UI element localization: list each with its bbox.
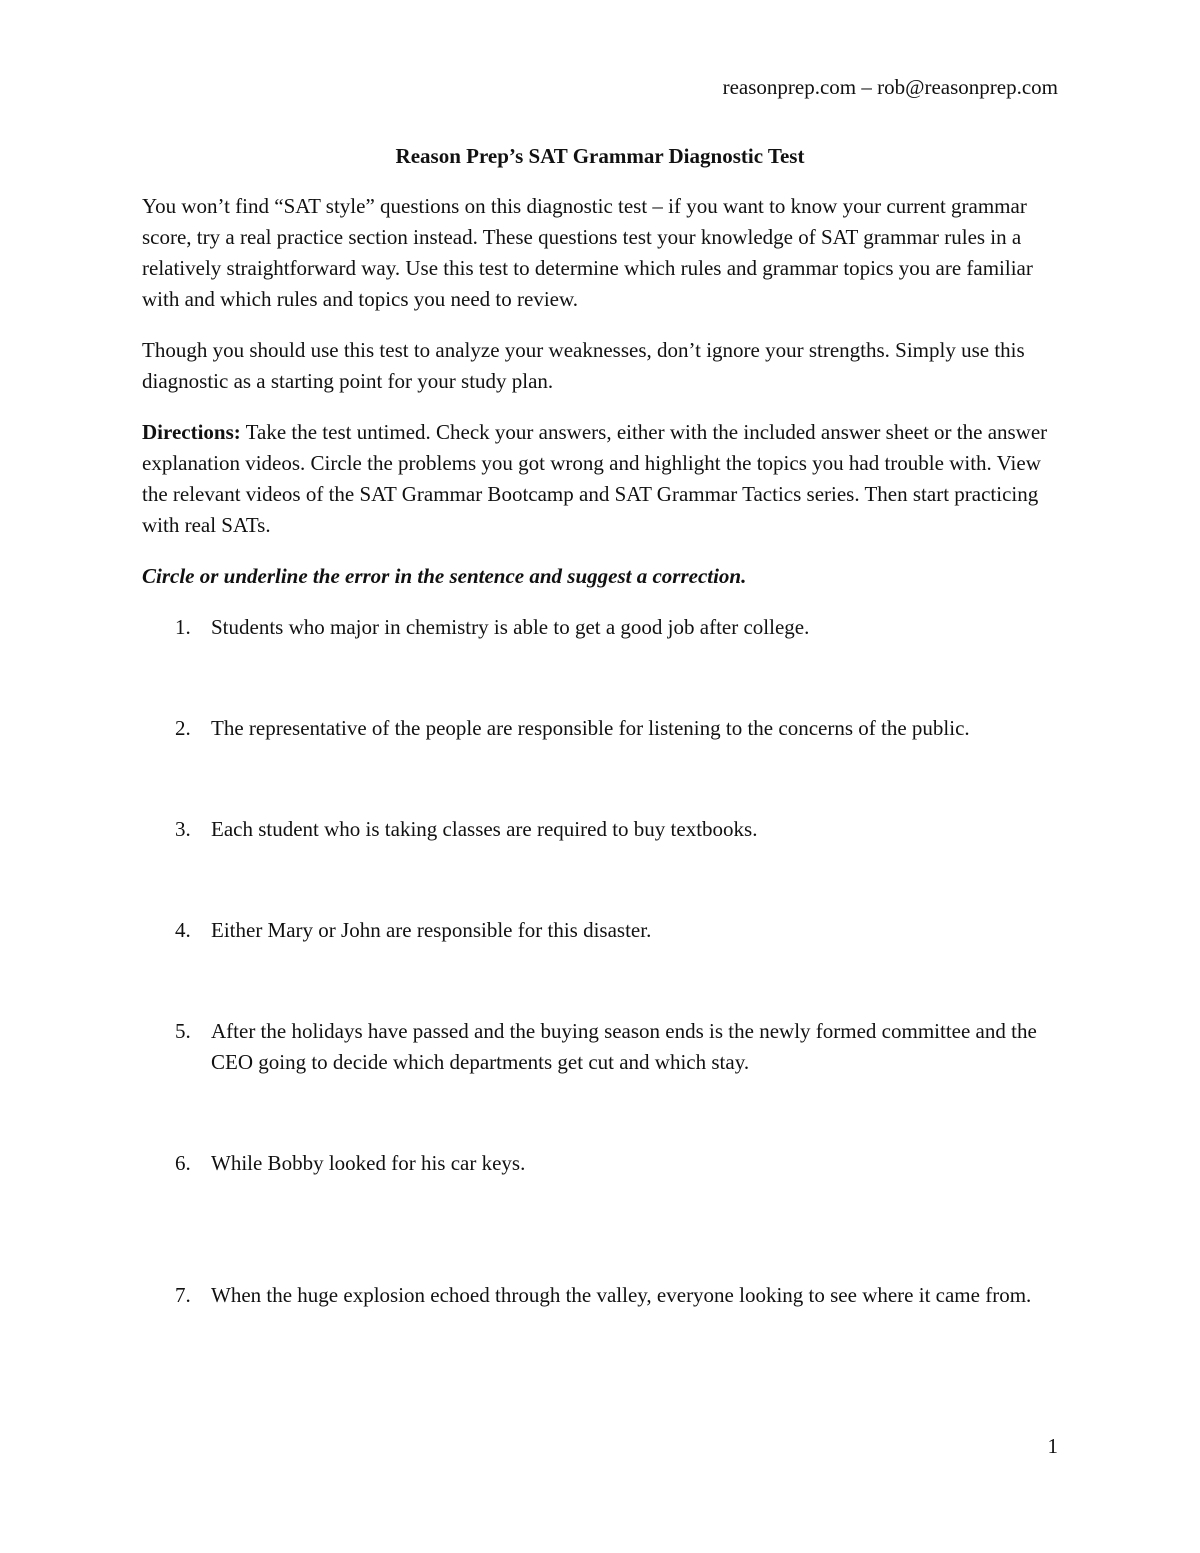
question-text: After the holidays have passed and the buying season ends is the newly formed committee and the CEO going to decide which departments get cut and which stay. [211, 1019, 1037, 1074]
question-number: 6. [175, 1151, 191, 1175]
question-item [142, 612, 1066, 643]
question-text: Either Mary or John are responsible for this disaster. [211, 918, 652, 942]
question-item [142, 814, 1066, 845]
directions-label: Directions: [142, 420, 241, 444]
question-item [142, 1016, 1066, 1078]
page-title: Reason Prep’s SAT Grammar Diagnostic Test [395, 144, 805, 168]
header-contact: reasonprep.com – rob@reasonprep.com [722, 75, 1058, 99]
question-number: 2. [175, 716, 191, 740]
page-number: 1 [1047, 1434, 1058, 1458]
question-text: When the huge explosion echoed through the valley, everyone looking to see where it came from. [211, 1283, 1032, 1307]
question-list [142, 612, 1066, 1311]
question-number: 3. [175, 817, 191, 841]
question-text: Students who major in chemistry is able to get a good job after college. [211, 615, 810, 639]
directions-paragraph [142, 417, 1066, 541]
question-text: The representative of the people are responsible for listening to the concerns of the public. [211, 716, 970, 740]
question-item [142, 1148, 1066, 1179]
document-body [142, 191, 1066, 1311]
intro-paragraph-2: Though you should use this test to analyze your weaknesses, don’t ignore your strengths. Simply use this diagnostic as a starting point for your study plan. [142, 338, 1025, 393]
question-text: Each student who is taking classes are required to buy textbooks. [211, 817, 758, 841]
question-number: 4. [175, 918, 191, 942]
question-number: 7. [175, 1283, 191, 1307]
question-number: 1. [175, 615, 191, 639]
question-text: While Bobby looked for his car keys. [211, 1151, 526, 1175]
question-item [142, 713, 1066, 744]
instruction-text: Circle or underline the error in the sentence and suggest a correction. [142, 564, 747, 588]
question-number: 5. [175, 1019, 191, 1043]
intro-paragraph-1: You won’t find “SAT style” questions on this diagnostic test – if you want to know your current grammar score, try a real practice section instead. These questions test your knowledge of SAT grammar rules in a relatively straightforward way. Use this test to determine which rules and grammar topics you are familiar with and which rules and topics you need to review. [142, 194, 1033, 311]
directions-text: Take the test untimed. Check your answers, either with the included answer sheet or the answer explanation videos. Circle the problems you got wrong and highlight the topics you had trouble with. View the relevant videos of the SAT Grammar Bootcamp and SAT Grammar Tactics series. Then start practicing with real SATs. [142, 420, 1048, 537]
question-item [142, 1280, 1066, 1311]
question-item [142, 915, 1066, 946]
